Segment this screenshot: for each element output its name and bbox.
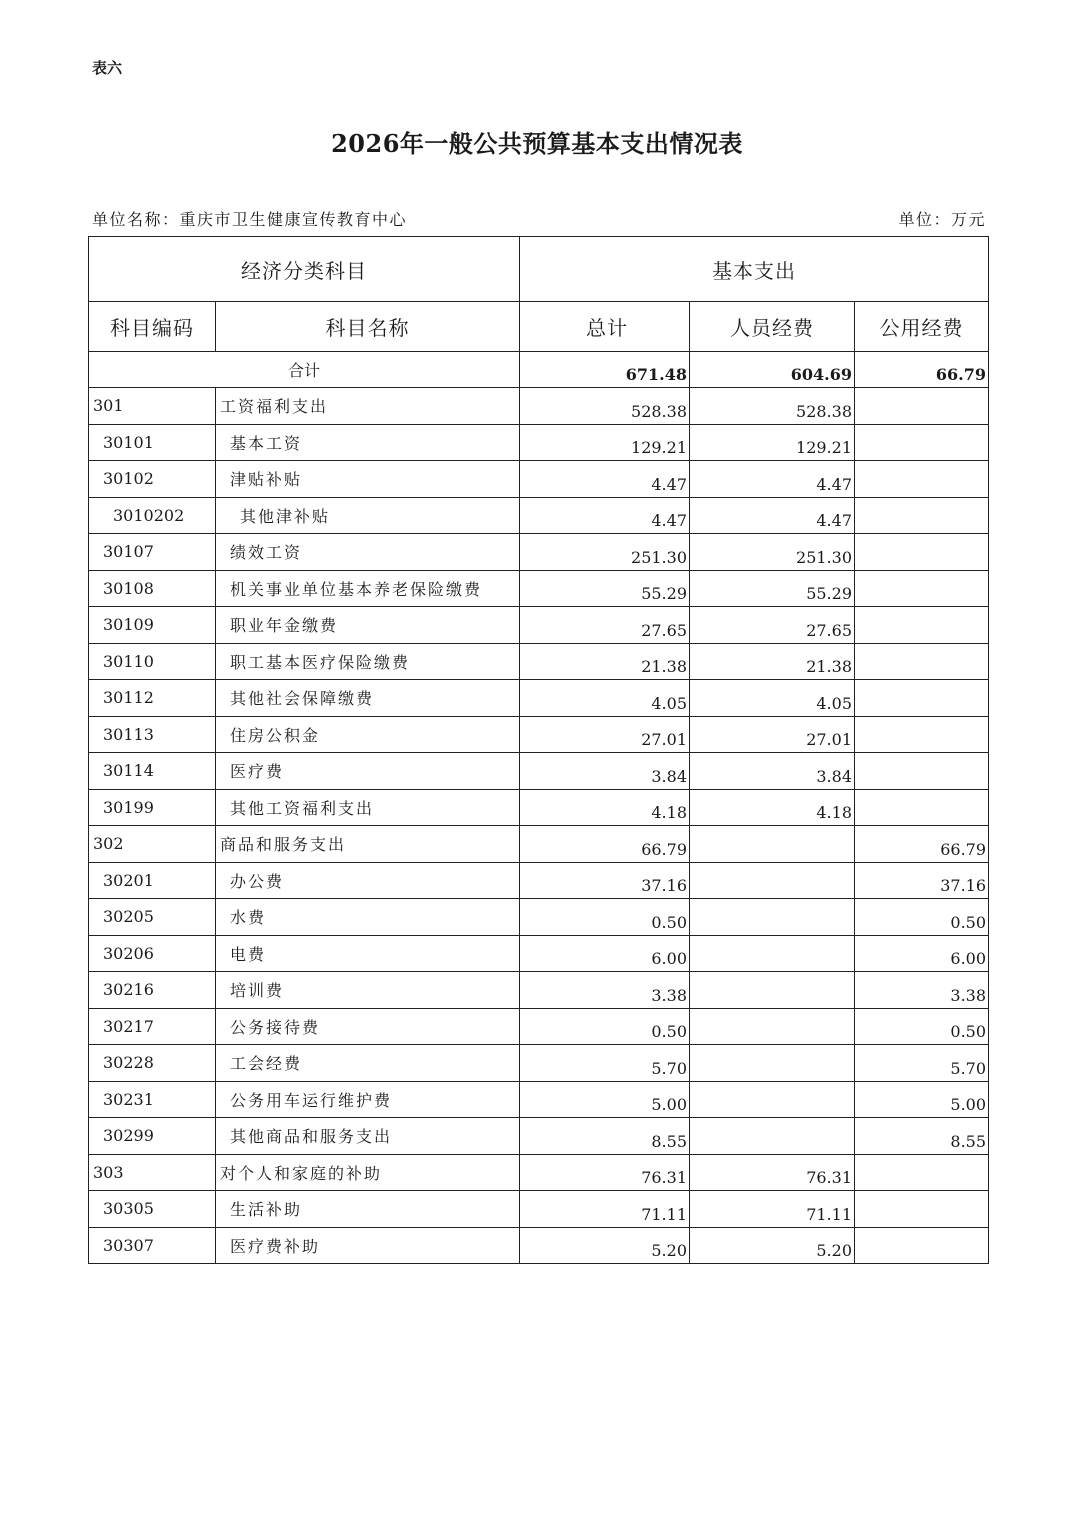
- row-personnel: [690, 826, 855, 863]
- col-header-code: 科目编码: [89, 302, 216, 352]
- row-personnel: [690, 935, 855, 972]
- table-row: [89, 862, 989, 899]
- row-public: 0.50: [855, 899, 989, 936]
- row-personnel: 4.18: [690, 789, 855, 826]
- page-title: 2026年一般公共预算基本支出情况表: [331, 129, 743, 158]
- row-code: 30201: [89, 862, 216, 899]
- row-code: 30305: [89, 1191, 216, 1228]
- table-row: [89, 1227, 989, 1264]
- group-header-row: [89, 237, 989, 302]
- row-name: 商品和服务支出: [216, 826, 520, 863]
- row-personnel: 27.65: [690, 607, 855, 644]
- budget-table: [88, 236, 989, 1264]
- row-name: 医疗费补助: [216, 1227, 520, 1264]
- table-row: [89, 388, 989, 425]
- row-name: 其他津补贴: [216, 497, 520, 534]
- col-header-total: 总计: [520, 302, 690, 352]
- row-public: [855, 680, 989, 717]
- row-total: 0.50: [520, 899, 690, 936]
- row-total: 71.11: [520, 1191, 690, 1228]
- row-public: 6.00: [855, 935, 989, 972]
- row-personnel: 21.38: [690, 643, 855, 680]
- row-total: 4.47: [520, 461, 690, 498]
- table-row: [89, 1008, 989, 1045]
- row-code: 30299: [89, 1118, 216, 1155]
- row-total: 76.31: [520, 1154, 690, 1191]
- row-public: 37.16: [855, 862, 989, 899]
- table-row: [89, 1191, 989, 1228]
- row-code: 303: [89, 1154, 216, 1191]
- row-name: 其他社会保障缴费: [216, 680, 520, 717]
- table-row: [89, 753, 989, 790]
- row-code: 30113: [89, 716, 216, 753]
- table-row: [89, 607, 989, 644]
- table-row: [89, 899, 989, 936]
- row-personnel: [690, 1081, 855, 1118]
- row-public: 5.70: [855, 1045, 989, 1082]
- row-total: 5.70: [520, 1045, 690, 1082]
- row-public: 5.00: [855, 1081, 989, 1118]
- row-personnel: 5.20: [690, 1227, 855, 1264]
- row-total: 27.65: [520, 607, 690, 644]
- row-name: 其他商品和服务支出: [216, 1118, 520, 1155]
- row-code: 3010202: [89, 497, 216, 534]
- col-header-personnel: 人员经费: [690, 302, 855, 352]
- row-code: 30228: [89, 1045, 216, 1082]
- table-row: [89, 1081, 989, 1118]
- row-total: 27.01: [520, 716, 690, 753]
- row-total: 3.84: [520, 753, 690, 790]
- row-public: [855, 570, 989, 607]
- row-personnel: 3.84: [690, 753, 855, 790]
- row-code: 30110: [89, 643, 216, 680]
- table-row: [89, 935, 989, 972]
- row-personnel: 4.05: [690, 680, 855, 717]
- row-public: [855, 753, 989, 790]
- row-name: 绩效工资: [216, 534, 520, 571]
- row-total: 0.50: [520, 1008, 690, 1045]
- table-row: [89, 972, 989, 1009]
- row-total: 3.38: [520, 972, 690, 1009]
- row-code: 30109: [89, 607, 216, 644]
- row-personnel: [690, 972, 855, 1009]
- row-name: 其他工资福利支出: [216, 789, 520, 826]
- row-total: 129.21: [520, 424, 690, 461]
- table-row: [89, 1118, 989, 1155]
- row-name: 机关事业单位基本养老保险缴费: [216, 570, 520, 607]
- row-public: [855, 424, 989, 461]
- row-code: 301: [89, 388, 216, 425]
- row-name: 工资福利支出: [216, 388, 520, 425]
- row-name: 医疗费: [216, 753, 520, 790]
- col-header-name: 科目名称: [216, 302, 520, 352]
- row-personnel: [690, 1045, 855, 1082]
- row-name: 对个人和家庭的补助: [216, 1154, 520, 1191]
- row-total: 66.79: [520, 826, 690, 863]
- row-public: [855, 607, 989, 644]
- row-total: 4.18: [520, 789, 690, 826]
- table-row: [89, 643, 989, 680]
- table-row: [89, 424, 989, 461]
- row-name: 水费: [216, 899, 520, 936]
- row-code: 30307: [89, 1227, 216, 1264]
- row-code: 302: [89, 826, 216, 863]
- currency-unit: 单位：万元: [898, 210, 986, 229]
- table-row: [89, 570, 989, 607]
- row-total: 37.16: [520, 862, 690, 899]
- row-name: 基本工资: [216, 424, 520, 461]
- row-total: 528.38: [520, 388, 690, 425]
- row-code: 30101: [89, 424, 216, 461]
- sum-public: 66.79: [855, 352, 989, 388]
- row-personnel: 129.21: [690, 424, 855, 461]
- row-name: 住房公积金: [216, 716, 520, 753]
- row-code: 30231: [89, 1081, 216, 1118]
- row-public: [855, 789, 989, 826]
- row-public: [855, 643, 989, 680]
- row-code: 30114: [89, 753, 216, 790]
- row-name: 津贴补贴: [216, 461, 520, 498]
- sum-total: 671.48: [520, 352, 690, 388]
- row-personnel: [690, 899, 855, 936]
- row-total: 4.05: [520, 680, 690, 717]
- table-row: [89, 534, 989, 571]
- row-code: 30112: [89, 680, 216, 717]
- row-total: 5.00: [520, 1081, 690, 1118]
- row-public: 3.38: [855, 972, 989, 1009]
- column-header-row: [89, 302, 989, 352]
- row-name: 职业年金缴费: [216, 607, 520, 644]
- table-row: [89, 1154, 989, 1191]
- row-public: [855, 1227, 989, 1264]
- row-name: 培训费: [216, 972, 520, 1009]
- row-total: 55.29: [520, 570, 690, 607]
- row-code: 30206: [89, 935, 216, 972]
- row-total: 251.30: [520, 534, 690, 571]
- row-code: 30217: [89, 1008, 216, 1045]
- row-total: 4.47: [520, 497, 690, 534]
- row-public: [855, 461, 989, 498]
- row-personnel: 4.47: [690, 461, 855, 498]
- row-total: 21.38: [520, 643, 690, 680]
- row-name: 公务用车运行维护费: [216, 1081, 520, 1118]
- table-row: [89, 680, 989, 717]
- row-public: [855, 534, 989, 571]
- row-public: 66.79: [855, 826, 989, 863]
- col-header-public: 公用经费: [855, 302, 989, 352]
- row-code: 30108: [89, 570, 216, 607]
- row-public: 0.50: [855, 1008, 989, 1045]
- row-total: 8.55: [520, 1118, 690, 1155]
- row-public: [855, 497, 989, 534]
- row-total: 5.20: [520, 1227, 690, 1264]
- row-personnel: 4.47: [690, 497, 855, 534]
- econ-group-header: 经济分类科目: [89, 237, 520, 302]
- row-personnel: 27.01: [690, 716, 855, 753]
- table-row: [89, 826, 989, 863]
- row-code: 30205: [89, 899, 216, 936]
- table-row: [89, 789, 989, 826]
- row-name: 工会经费: [216, 1045, 520, 1082]
- row-name: 电费: [216, 935, 520, 972]
- table-row: [89, 497, 989, 534]
- row-personnel: [690, 1008, 855, 1045]
- row-personnel: 71.11: [690, 1191, 855, 1228]
- row-name: 职工基本医疗保险缴费: [216, 643, 520, 680]
- table-row: [89, 1045, 989, 1082]
- row-personnel: 55.29: [690, 570, 855, 607]
- row-code: 30102: [89, 461, 216, 498]
- row-personnel: [690, 1118, 855, 1155]
- row-public: [855, 1154, 989, 1191]
- row-personnel: [690, 862, 855, 899]
- row-public: [855, 388, 989, 425]
- table-label: 表六: [92, 59, 123, 77]
- unit-name: 单位名称：重庆市卫生健康宣传教育中心: [92, 210, 408, 229]
- row-public: [855, 1191, 989, 1228]
- row-personnel: 251.30: [690, 534, 855, 571]
- sum-row: [89, 352, 989, 388]
- sum-personnel: 604.69: [690, 352, 855, 388]
- table-row: [89, 461, 989, 498]
- row-total: 6.00: [520, 935, 690, 972]
- row-code: 30216: [89, 972, 216, 1009]
- row-personnel: 76.31: [690, 1154, 855, 1191]
- row-public: 8.55: [855, 1118, 989, 1155]
- row-public: [855, 716, 989, 753]
- row-name: 公务接待费: [216, 1008, 520, 1045]
- row-name: 生活补助: [216, 1191, 520, 1228]
- row-code: 30199: [89, 789, 216, 826]
- row-code: 30107: [89, 534, 216, 571]
- row-name: 办公费: [216, 862, 520, 899]
- basic-group-header: 基本支出: [520, 237, 989, 302]
- table-row: [89, 716, 989, 753]
- row-personnel: 528.38: [690, 388, 855, 425]
- sum-label: 合计: [89, 352, 520, 388]
